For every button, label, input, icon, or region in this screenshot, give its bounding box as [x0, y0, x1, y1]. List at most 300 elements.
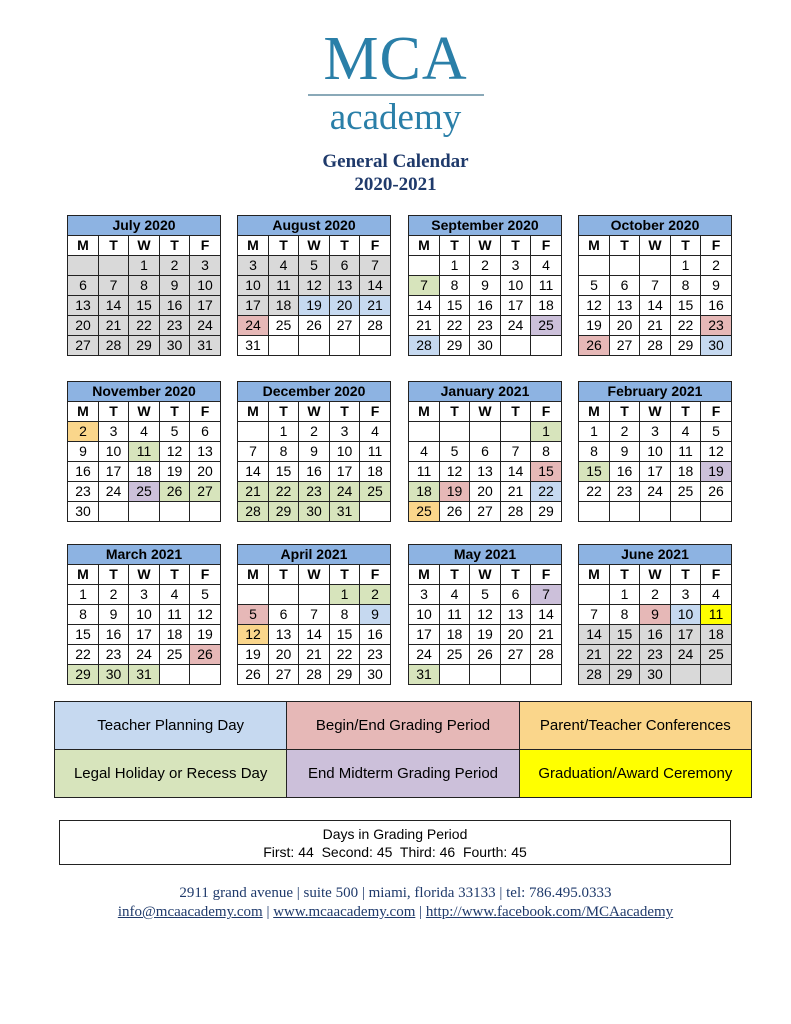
weekday-label: M [68, 236, 99, 256]
day-cell [190, 665, 221, 685]
month-header-row [238, 382, 391, 402]
weekday-label: M [238, 565, 269, 585]
week-row [68, 442, 221, 462]
month-calendar [67, 215, 221, 356]
month-header-row [579, 216, 732, 236]
day-cell: 24 [129, 645, 160, 665]
week-row [68, 605, 221, 625]
day-cell: 6 [68, 276, 99, 296]
day-cell: 16 [299, 462, 330, 482]
day-cell: 21 [640, 316, 671, 336]
week-row [579, 256, 732, 276]
day-cell: 28 [501, 502, 531, 522]
day-cell [269, 585, 299, 605]
day-cell [470, 665, 501, 685]
day-cell: 17 [99, 462, 129, 482]
weekday-label: W [470, 565, 501, 585]
week-row [409, 256, 562, 276]
month-calendar [67, 544, 221, 685]
day-cell: 14 [579, 625, 610, 645]
day-cell [610, 502, 640, 522]
day-cell: 31 [409, 665, 440, 685]
day-cell: 15 [68, 625, 99, 645]
day-cell: 14 [409, 296, 440, 316]
month-calendar [67, 381, 221, 522]
week-row [579, 422, 732, 442]
week-row [68, 665, 221, 685]
month-header-row [68, 382, 221, 402]
day-cell: 6 [190, 422, 221, 442]
weekday-label: M [579, 236, 610, 256]
day-cell: 10 [671, 605, 701, 625]
day-cell: 17 [238, 296, 269, 316]
weekday-row [68, 565, 221, 585]
day-cell [269, 336, 299, 356]
logo-divider [308, 94, 484, 96]
day-cell: 16 [610, 462, 640, 482]
week-row [409, 605, 562, 625]
day-cell: 14 [299, 625, 330, 645]
day-cell: 25 [701, 645, 732, 665]
month-header-row [409, 545, 562, 565]
day-cell: 29 [531, 502, 562, 522]
week-row [409, 645, 562, 665]
day-cell: 1 [579, 422, 610, 442]
day-cell: 26 [579, 336, 610, 356]
week-row [579, 625, 732, 645]
month-header-row [68, 216, 221, 236]
day-cell: 2 [299, 422, 330, 442]
day-cell: 23 [68, 482, 99, 502]
day-cell: 21 [99, 316, 129, 336]
day-cell [440, 665, 470, 685]
day-cell: 10 [501, 276, 531, 296]
week-row [579, 482, 732, 502]
weekday-label: M [68, 565, 99, 585]
week-row [68, 316, 221, 336]
day-cell: 12 [470, 605, 501, 625]
month-calendar [408, 544, 562, 685]
day-cell [360, 336, 391, 356]
day-cell: 29 [129, 336, 160, 356]
weekday-row [238, 402, 391, 422]
day-cell: 26 [190, 645, 221, 665]
day-cell: 17 [409, 625, 440, 645]
week-row [409, 276, 562, 296]
week-row [579, 462, 732, 482]
month-title: July 2020 [68, 216, 221, 236]
weekday-label: M [579, 402, 610, 422]
day-cell [330, 336, 360, 356]
day-cell: 18 [440, 625, 470, 645]
weekday-label: T [160, 402, 190, 422]
week-row [238, 665, 391, 685]
day-cell: 26 [299, 316, 330, 336]
weekday-label: T [160, 565, 190, 585]
day-cell: 7 [531, 585, 562, 605]
day-cell: 15 [610, 625, 640, 645]
day-cell: 16 [470, 296, 501, 316]
school-year: 2020-2021 [354, 174, 437, 195]
website-link[interactable]: www.mcaacademy.com [273, 904, 416, 920]
day-cell: 30 [701, 336, 732, 356]
day-cell: 1 [531, 422, 562, 442]
day-cell: 31 [238, 336, 269, 356]
day-cell: 2 [360, 585, 391, 605]
day-cell: 1 [129, 256, 160, 276]
day-cell: 17 [501, 296, 531, 316]
week-row [68, 256, 221, 276]
day-cell [238, 585, 269, 605]
day-cell: 26 [701, 482, 732, 502]
day-cell: 1 [330, 585, 360, 605]
day-cell [99, 502, 129, 522]
weekday-row [238, 565, 391, 585]
day-cell: 7 [360, 256, 391, 276]
weekday-label: T [440, 565, 470, 585]
week-row [579, 276, 732, 296]
day-cell: 21 [360, 296, 391, 316]
weekday-row [409, 565, 562, 585]
week-row [409, 502, 562, 522]
day-cell [501, 336, 531, 356]
weekday-label: W [129, 402, 160, 422]
day-cell: 3 [330, 422, 360, 442]
day-cell [190, 502, 221, 522]
legend-midterm: End Midterm Grading Period [287, 750, 519, 798]
day-cell: 28 [640, 336, 671, 356]
day-cell: 7 [299, 605, 330, 625]
day-cell: 23 [99, 645, 129, 665]
day-cell: 24 [409, 645, 440, 665]
day-cell: 9 [701, 276, 732, 296]
week-row [68, 645, 221, 665]
day-cell [579, 502, 610, 522]
day-cell: 20 [330, 296, 360, 316]
week-row [238, 422, 391, 442]
day-cell: 15 [129, 296, 160, 316]
week-row [409, 665, 562, 685]
footer-address: 2911 grand avenue | suite 500 | miami, florida 33133 | tel: 786.495.0333 [179, 885, 612, 901]
week-row [238, 256, 391, 276]
email-link[interactable]: info@mcaacademy.com [117, 904, 263, 920]
week-row [579, 442, 732, 462]
day-cell: 23 [360, 645, 391, 665]
day-cell: 3 [640, 422, 671, 442]
day-cell: 21 [238, 482, 269, 502]
day-cell: 18 [129, 462, 160, 482]
weekday-label: M [579, 565, 610, 585]
weekday-label: T [160, 236, 190, 256]
weekday-label: T [99, 565, 129, 585]
day-cell: 16 [160, 296, 190, 316]
day-cell: 15 [579, 462, 610, 482]
weekday-label: T [671, 565, 701, 585]
week-row [409, 462, 562, 482]
day-cell: 13 [470, 462, 501, 482]
day-cell: 27 [269, 665, 299, 685]
day-cell: 27 [68, 336, 99, 356]
week-row [409, 316, 562, 336]
month-calendar [237, 215, 391, 356]
day-cell: 1 [269, 422, 299, 442]
day-cell: 11 [701, 605, 732, 625]
week-row [238, 605, 391, 625]
logo [0, 25, 791, 138]
day-cell: 20 [190, 462, 221, 482]
weekday-label: T [501, 402, 531, 422]
day-cell: 1 [68, 585, 99, 605]
month-calendar [578, 544, 732, 685]
month-header-row [579, 382, 732, 402]
day-cell: 23 [299, 482, 330, 502]
month-header-row [579, 545, 732, 565]
weekday-label: T [501, 236, 531, 256]
legend-row [55, 750, 752, 798]
day-cell: 15 [440, 296, 470, 316]
weekday-label: M [68, 402, 99, 422]
day-cell: 29 [610, 665, 640, 685]
day-cell [299, 585, 330, 605]
day-cell [579, 256, 610, 276]
day-cell: 8 [531, 442, 562, 462]
day-cell: 25 [269, 316, 299, 336]
weekday-label: T [269, 402, 299, 422]
weekday-label: T [440, 402, 470, 422]
day-cell: 19 [160, 462, 190, 482]
weekday-label: W [640, 565, 671, 585]
day-cell [671, 665, 701, 685]
weekday-label: T [501, 565, 531, 585]
weekday-row [579, 236, 732, 256]
weekday-label: T [330, 236, 360, 256]
day-cell: 12 [160, 442, 190, 462]
day-cell: 18 [360, 462, 391, 482]
day-cell: 26 [470, 645, 501, 665]
weekday-label: W [129, 236, 160, 256]
day-cell: 10 [190, 276, 221, 296]
legend-grading-period: Begin/End Grading Period [287, 702, 519, 750]
day-cell: 25 [160, 645, 190, 665]
day-cell: 16 [68, 462, 99, 482]
day-cell: 16 [99, 625, 129, 645]
day-cell [160, 502, 190, 522]
day-cell: 14 [640, 296, 671, 316]
day-cell: 3 [671, 585, 701, 605]
weekday-row [579, 402, 732, 422]
day-cell: 28 [360, 316, 391, 336]
day-cell: 5 [440, 442, 470, 462]
day-cell: 9 [99, 605, 129, 625]
day-cell [701, 665, 732, 685]
weekday-label: W [299, 565, 330, 585]
day-cell: 19 [190, 625, 221, 645]
month-title: February 2021 [579, 382, 732, 402]
day-cell: 17 [129, 625, 160, 645]
day-cell: 26 [440, 502, 470, 522]
week-row [238, 276, 391, 296]
week-row [238, 645, 391, 665]
day-cell: 24 [671, 645, 701, 665]
day-cell: 4 [160, 585, 190, 605]
day-cell: 6 [610, 276, 640, 296]
footer [0, 884, 791, 922]
grading-period-title: Days in Grading Period [322, 826, 468, 842]
day-cell: 7 [579, 605, 610, 625]
day-cell: 29 [269, 502, 299, 522]
legend-conferences: Parent/Teacher Conferences [519, 702, 751, 750]
week-row [68, 502, 221, 522]
day-cell: 8 [68, 605, 99, 625]
day-cell: 12 [238, 625, 269, 645]
week-row [579, 502, 732, 522]
weekday-label: M [238, 402, 269, 422]
color-legend [54, 701, 752, 798]
month-calendar [237, 544, 391, 685]
day-cell: 9 [68, 442, 99, 462]
day-cell: 1 [610, 585, 640, 605]
day-cell [470, 422, 501, 442]
day-cell: 2 [68, 422, 99, 442]
day-cell: 24 [330, 482, 360, 502]
day-cell: 11 [671, 442, 701, 462]
weekday-label: F [360, 402, 391, 422]
day-cell [501, 665, 531, 685]
weekday-label: T [330, 565, 360, 585]
month-header-row [409, 382, 562, 402]
day-cell: 31 [190, 336, 221, 356]
grading-period-box [59, 820, 731, 865]
page-heading [0, 150, 791, 196]
day-cell: 19 [299, 296, 330, 316]
day-cell: 2 [160, 256, 190, 276]
day-cell: 4 [531, 256, 562, 276]
facebook-link[interactable]: http://www.facebook.com/MCAacademy [425, 904, 674, 920]
day-cell: 6 [470, 442, 501, 462]
day-cell: 17 [330, 462, 360, 482]
day-cell: 14 [501, 462, 531, 482]
day-cell: 15 [671, 296, 701, 316]
day-cell: 30 [640, 665, 671, 685]
day-cell: 25 [409, 502, 440, 522]
week-row [238, 296, 391, 316]
weekday-label: F [190, 402, 221, 422]
week-row [238, 316, 391, 336]
grading-period-summary: First: 44 Second: 45 Third: 46 Fourth: 45 [263, 844, 527, 860]
day-cell [640, 256, 671, 276]
day-cell [579, 585, 610, 605]
day-cell: 4 [409, 442, 440, 462]
weekday-label: T [99, 402, 129, 422]
day-cell: 24 [238, 316, 269, 336]
month-title: January 2021 [409, 382, 562, 402]
day-cell: 20 [610, 316, 640, 336]
day-cell: 21 [501, 482, 531, 502]
day-cell: 10 [409, 605, 440, 625]
weekday-label: T [610, 565, 640, 585]
day-cell [640, 502, 671, 522]
month-calendar [578, 381, 732, 522]
week-row [68, 625, 221, 645]
day-cell: 3 [99, 422, 129, 442]
day-cell: 9 [360, 605, 391, 625]
day-cell: 27 [330, 316, 360, 336]
day-cell: 30 [299, 502, 330, 522]
day-cell: 22 [610, 645, 640, 665]
weekday-label: F [531, 565, 562, 585]
month-title: September 2020 [409, 216, 562, 236]
day-cell: 19 [470, 625, 501, 645]
day-cell: 7 [238, 442, 269, 462]
day-cell: 25 [440, 645, 470, 665]
day-cell [501, 422, 531, 442]
weekday-label: T [610, 402, 640, 422]
day-cell: 24 [501, 316, 531, 336]
day-cell: 11 [440, 605, 470, 625]
day-cell: 2 [470, 256, 501, 276]
week-row [238, 585, 391, 605]
day-cell: 4 [129, 422, 160, 442]
day-cell [99, 256, 129, 276]
week-row [238, 625, 391, 645]
day-cell: 11 [160, 605, 190, 625]
day-cell [68, 256, 99, 276]
month-title: April 2021 [238, 545, 391, 565]
legend-row [55, 702, 752, 750]
day-cell: 18 [160, 625, 190, 645]
day-cell: 7 [99, 276, 129, 296]
weekday-label: F [701, 236, 732, 256]
day-cell: 8 [330, 605, 360, 625]
day-cell [531, 336, 562, 356]
day-cell: 30 [99, 665, 129, 685]
week-row [409, 422, 562, 442]
day-cell: 15 [531, 462, 562, 482]
day-cell: 29 [671, 336, 701, 356]
month-header-row [238, 216, 391, 236]
weekday-label: W [129, 565, 160, 585]
day-cell: 20 [68, 316, 99, 336]
day-cell: 30 [68, 502, 99, 522]
day-cell: 22 [531, 482, 562, 502]
weekday-label: W [299, 236, 330, 256]
weekday-label: T [671, 236, 701, 256]
day-cell [238, 422, 269, 442]
day-cell: 11 [360, 442, 391, 462]
day-cell: 14 [531, 605, 562, 625]
month-header-row [68, 545, 221, 565]
day-cell: 9 [299, 442, 330, 462]
day-cell: 14 [238, 462, 269, 482]
weekday-label: F [360, 236, 391, 256]
day-cell: 23 [470, 316, 501, 336]
logo-mca-text: MCA [323, 25, 468, 93]
weekday-label: W [640, 236, 671, 256]
day-cell: 8 [579, 442, 610, 462]
link-separator: | [415, 904, 426, 920]
week-row [579, 296, 732, 316]
month-title: November 2020 [68, 382, 221, 402]
day-cell: 28 [99, 336, 129, 356]
weekday-label: F [190, 565, 221, 585]
weekday-row [409, 236, 562, 256]
weekday-row [68, 236, 221, 256]
week-row [68, 482, 221, 502]
day-cell: 23 [701, 316, 732, 336]
day-cell: 5 [579, 276, 610, 296]
week-row [68, 296, 221, 316]
day-cell: 27 [501, 645, 531, 665]
